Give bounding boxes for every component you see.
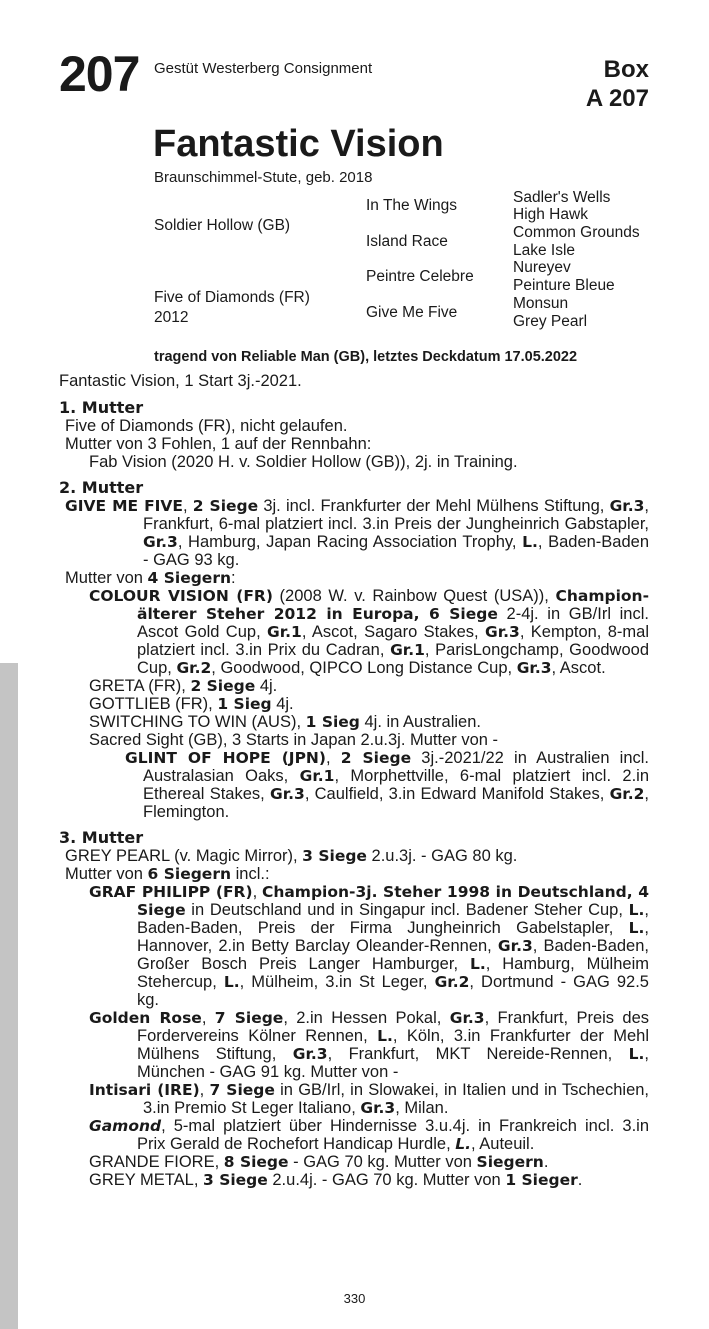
second-dam-section bbox=[59, 478, 649, 821]
group-grade: Gr.2 bbox=[609, 785, 645, 803]
entry-text: , Mülheim, 3.in St Leger, bbox=[239, 973, 435, 991]
listed-grade: L. bbox=[223, 973, 240, 991]
entry-text: incl.: bbox=[231, 865, 270, 883]
winners-count: 4 Siegern bbox=[147, 569, 232, 587]
entry-text: . bbox=[577, 1171, 583, 1189]
family-text bbox=[59, 398, 649, 1196]
mother-of-line bbox=[59, 865, 649, 883]
horse-name-bold: COLOUR VISION (FR) bbox=[89, 587, 273, 605]
pedigree-ancestor: Common Grounds bbox=[513, 224, 640, 241]
pedigree-dam-dam: Give Me Five bbox=[366, 304, 458, 321]
first-dam-section bbox=[59, 398, 649, 471]
entry-text: , Milan. bbox=[395, 1099, 449, 1117]
entry-text: , bbox=[252, 883, 262, 901]
entry-text: , Frankfurt, Preis des Fordervereins Kölner Rennen, bbox=[137, 1009, 650, 1045]
listed-grade: L. bbox=[455, 1135, 472, 1153]
group-grade: Gr.3 bbox=[497, 937, 533, 955]
listed-grade: L. bbox=[628, 901, 645, 919]
wins-count: 7 Siege bbox=[214, 1009, 284, 1027]
grey-pearl-line bbox=[59, 847, 649, 865]
colour-vision-entry bbox=[59, 587, 649, 677]
group-grade: Gr.3 bbox=[292, 1045, 328, 1063]
box-word: Box bbox=[603, 56, 649, 83]
group-grade: Gr.3 bbox=[516, 659, 552, 677]
entry-text: (2008 W. v. Rainbow Quest (USA)), bbox=[272, 587, 556, 605]
glint-of-hope-entry bbox=[59, 749, 649, 821]
wins-count: 2 Siege bbox=[190, 677, 256, 695]
group-grade: Gr.3 bbox=[449, 1009, 485, 1027]
horse-name-bold: Golden Rose bbox=[89, 1009, 202, 1027]
listed-grade: L. bbox=[469, 955, 486, 973]
pedigree-ancestor: Sadler's Wells bbox=[513, 189, 611, 206]
horse-name-bold: GLINT OF HOPE (JPN) bbox=[125, 749, 326, 767]
horse-name-bold: GIVE ME FIVE bbox=[65, 497, 184, 515]
graf-philipp-entry bbox=[59, 883, 649, 1009]
third-dam-section bbox=[59, 828, 649, 1189]
group-grade: Gr.2 bbox=[434, 973, 470, 991]
entry-text: 4j. bbox=[255, 677, 278, 695]
entry-text: - GAG 70 kg. Mutter von bbox=[288, 1153, 477, 1171]
entry-text: , Dortmund - GAG 92.5 kg. bbox=[137, 973, 649, 1009]
group-grade: Gr.2 bbox=[176, 659, 212, 677]
pedigree-ancestor: Peinture Bleue bbox=[513, 277, 615, 294]
horse-description: Braunschimmel-Stute, geb. 2018 bbox=[154, 169, 373, 186]
gamond-entry bbox=[59, 1117, 649, 1153]
pedigree-dam-year: 2012 bbox=[154, 309, 189, 326]
champion-title: Champion-3j. Steher 1998 in Deutschland, 4 Siege bbox=[137, 883, 649, 919]
entry-text: : bbox=[231, 569, 236, 587]
listed-grade: L. bbox=[628, 919, 645, 937]
champion-title: Champion-älterer Steher 2012 in Europa, 6 Siege bbox=[137, 587, 650, 623]
wins-count: 1 Sieg bbox=[217, 695, 272, 713]
entry-text: , Hannover, 2.in Betty Barclay Oleander-Rennen, bbox=[137, 919, 649, 955]
entry-text: in GB/Irl, in Slowakei, in Italien und in Tschechien, 3.in Premio St Leger Italiano, bbox=[143, 1081, 650, 1117]
entry-text: GREY METAL, bbox=[89, 1171, 204, 1189]
entry-text: , bbox=[201, 1009, 215, 1027]
group-grade: Gr.3 bbox=[609, 497, 645, 515]
entry-text: 3j. incl. Frankfurter der Mehl Mülhens Stiftung, bbox=[258, 497, 610, 515]
group-grade: Gr.3 bbox=[360, 1099, 396, 1117]
greta-line bbox=[59, 677, 649, 695]
winners-count: Siegern bbox=[476, 1153, 544, 1171]
grey-metal-line bbox=[59, 1171, 649, 1189]
winners-count: 1 Sieger bbox=[505, 1171, 578, 1189]
entry-text: , Hamburg, Japan Racing Association Trophy, bbox=[177, 533, 523, 551]
section-heading: 3. Mutter bbox=[59, 828, 144, 847]
entry-text: , Auteuil. bbox=[471, 1135, 535, 1153]
entry-text: , Goodwood, QIPCO Long Distance Cup, bbox=[211, 659, 517, 677]
entry-text: 2.u.4j. - GAG 70 kg. Mutter von bbox=[267, 1171, 506, 1189]
wins-count: 1 Sieg bbox=[305, 713, 360, 731]
entry-text: , Hamburg, Mülheim Stehercup, bbox=[137, 955, 649, 991]
intisari-entry bbox=[59, 1081, 649, 1117]
entry-text: , Frankfurt, 6-mal platziert incl. 3.in Preis der Jungheinrich Gabstapler, bbox=[143, 497, 649, 533]
entry-text: , Caulfield, 3.in Edward Manifold Stakes, bbox=[304, 785, 610, 803]
entry-text: , Kempton, 8-mal platziert incl. 3.in Prix du Cadran, bbox=[137, 623, 649, 659]
pedigree-sire-sire: In The Wings bbox=[366, 197, 458, 214]
entry-text: , Ascot, Sagaro Stakes, bbox=[301, 623, 485, 641]
entry-text: , Baden-Baden, Großer Bosch Preis Langer Hamburger, bbox=[137, 937, 649, 973]
entry-text: in Deutschland und in Singapur incl. Badener Steher Cup, bbox=[185, 901, 629, 919]
pedigree-ancestor: High Hawk bbox=[513, 206, 588, 223]
listed-grade: L. bbox=[377, 1027, 393, 1045]
first-dam-line: Five of Diamonds (FR), nicht gelaufen. bbox=[65, 417, 348, 435]
wins-count: 3 Siege bbox=[203, 1171, 268, 1189]
entry-text: , Baden-Baden - GAG 93 kg. bbox=[143, 533, 650, 569]
group-grade: Gr.3 bbox=[485, 623, 520, 641]
entry-text: , Baden-Baden, Preis der Firma Jungheinrich Gabelstapler, bbox=[137, 901, 649, 937]
consignor: Gestüt Westerberg Consignment bbox=[154, 60, 373, 77]
entry-text: , ParisLongchamp, Goodwood Cup, bbox=[137, 641, 649, 677]
wins-count: 7 Siege bbox=[209, 1081, 275, 1099]
group-grade: Gr.3 bbox=[269, 785, 305, 803]
switching-to-win-line bbox=[59, 713, 649, 731]
pedigree-dam: Five of Diamonds (FR) bbox=[154, 289, 310, 306]
entry-text: . bbox=[543, 1153, 549, 1171]
entry-text: 4j. in Australien. bbox=[359, 713, 481, 731]
entry-text: SWITCHING TO WIN (AUS), bbox=[89, 713, 306, 731]
entry-text: , Frankfurt, MKT Nereide-Rennen, bbox=[327, 1045, 629, 1063]
race-summary: Fantastic Vision, 1 Start 3j.-2021. bbox=[59, 372, 302, 390]
group-grade: Gr.3 bbox=[143, 533, 178, 551]
entry-text: , Morphettville, 6-mal platziert incl. 2.in Ethereal Stakes, bbox=[143, 767, 650, 803]
entry-text: GRANDE FIORE, bbox=[89, 1153, 224, 1171]
entry-text: GRETA (FR), bbox=[89, 677, 191, 695]
entry-text: GOTTLIEB (FR), bbox=[89, 695, 218, 713]
horse-name: Fantastic Vision bbox=[153, 123, 444, 165]
entry-text: , bbox=[199, 1081, 210, 1099]
entry-text: GREY PEARL (v. Magic Mirror), bbox=[65, 847, 303, 865]
entry-text: , 2.in Hessen Pokal, bbox=[283, 1009, 450, 1027]
pedigree-ancestor: Grey Pearl bbox=[513, 313, 588, 330]
pedigree-sire: Soldier Hollow (GB) bbox=[154, 217, 291, 234]
horse-name-bold: GRAF PHILIPP (FR) bbox=[89, 883, 253, 901]
first-dam-line: Fab Vision (2020 H. v. Soldier Hollow (GB)), 2j. in Training. bbox=[89, 453, 518, 471]
pedigree-dam-sire: Peintre Celebre bbox=[366, 268, 474, 285]
entry-text: , München - GAG 91 kg. Mutter von - bbox=[137, 1045, 649, 1081]
grande-fiore-line bbox=[59, 1153, 649, 1171]
covering-note: tragend von Reliable Man (GB), letztes Deckdatum 17.05.2022 bbox=[154, 349, 578, 365]
sacred-sight-line: Sacred Sight (GB), 3 Starts in Japan 2.u.3j. Mutter von - bbox=[89, 731, 499, 749]
mother-of-line bbox=[59, 569, 649, 587]
horse-name-bold-italic: Gamond bbox=[89, 1117, 162, 1135]
first-dam-line: Mutter von 3 Fohlen, 1 auf der Rennbahn: bbox=[65, 435, 372, 453]
gottlieb-line bbox=[59, 695, 649, 713]
entry-text: Mutter von bbox=[65, 865, 148, 883]
group-grade: Gr.1 bbox=[390, 641, 425, 659]
entry-text: 2.u.3j. - GAG 80 kg. bbox=[366, 847, 518, 865]
winners-count: 6 Siegern bbox=[147, 865, 232, 883]
group-grade: Gr.1 bbox=[299, 767, 335, 785]
entry-text: , Flemington. bbox=[143, 785, 649, 821]
section-heading: 2. Mutter bbox=[59, 478, 144, 497]
box-number: A 207 bbox=[585, 85, 649, 112]
pedigree-ancestor: Lake Isle bbox=[513, 242, 576, 259]
lot-number: 207 bbox=[59, 46, 140, 102]
wins-count: 2 Siege bbox=[340, 749, 412, 767]
pedigree-ancestor: Nureyev bbox=[513, 259, 571, 276]
listed-grade: L. bbox=[522, 533, 538, 551]
entry-text: Mutter von bbox=[65, 569, 148, 587]
wins-count: 3 Siege bbox=[302, 847, 367, 865]
entry-text: 2-4j. in GB/Irl incl. Ascot Gold Cup, bbox=[137, 605, 649, 641]
entry-text: 4j. bbox=[271, 695, 294, 713]
page-edge-tab bbox=[0, 663, 18, 1329]
entry-text: , 5-mal platziert über Hindernisse 3.u.4j. in Frankreich incl. 3.in Prix Gerald de Rochefort Handicap Hurdle, bbox=[137, 1117, 649, 1153]
entry-text: 3j.-2021/22 in Australien incl. Australasian Oaks, bbox=[143, 749, 650, 785]
give-me-five-entry: GIVE ME FIVE, 2 Siege 3j. incl. Frankfurter der Mehl Mülhens Stiftung, Gr.3, Frankfurt, 6-mal platziert incl. 3.in Preis der Jungheinrich Gabstapler, Gr.3, Hamburg, Japan Racing Association Trophy, L., Baden-Baden - GAG 93 kg. bbox=[65, 497, 650, 569]
entry-text: , Ascot. bbox=[551, 659, 606, 677]
golden-rose-entry bbox=[59, 1009, 649, 1081]
group-grade: Gr.1 bbox=[267, 623, 302, 641]
pedigree-ancestor: Monsun bbox=[513, 295, 569, 312]
listed-grade: L. bbox=[628, 1045, 645, 1063]
section-heading: 1. Mutter bbox=[59, 398, 144, 417]
horse-name-bold: Intisari (IRE) bbox=[89, 1081, 200, 1099]
wins-count: 2 Siege bbox=[192, 497, 259, 515]
box-label bbox=[586, 55, 649, 113]
entry-text: , Köln, 3.in Frankfurter der Mehl Mülhens Stiftung, bbox=[137, 1027, 649, 1063]
entry-text: , bbox=[325, 749, 341, 767]
pedigree-sire-dam: Island Race bbox=[366, 233, 448, 250]
wins-count: 8 Siege bbox=[223, 1153, 289, 1171]
page-number: 330 bbox=[343, 1291, 366, 1306]
